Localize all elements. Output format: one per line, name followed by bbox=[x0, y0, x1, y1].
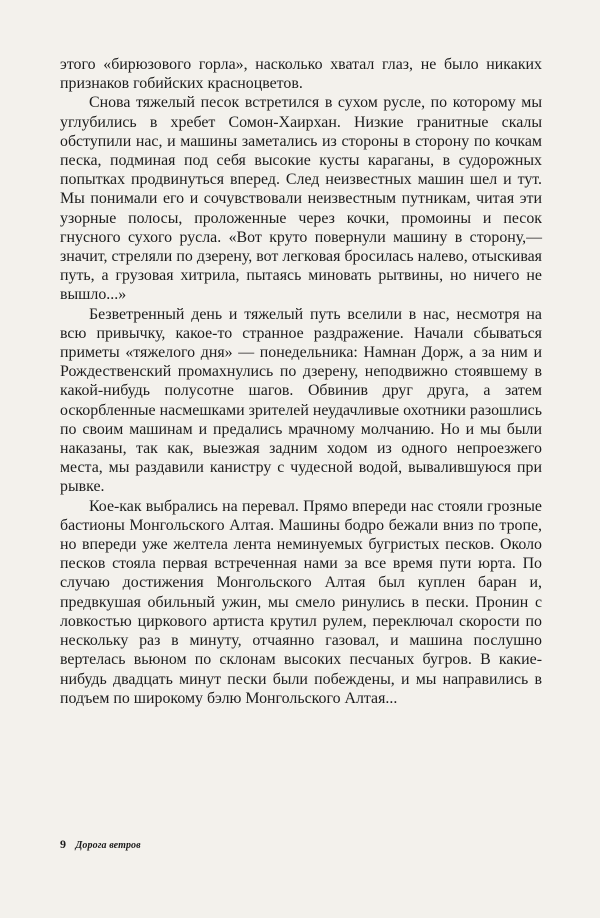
paragraph-continuation: этого «бирюзового горла», насколько хватал глаз, не было никаких признаков гобийских красноцветов. bbox=[60, 56, 542, 93]
page-footer bbox=[60, 838, 141, 852]
signature-number: 9 bbox=[60, 837, 66, 851]
signature-title: Дорога ветров bbox=[75, 840, 141, 851]
page-body bbox=[60, 55, 542, 708]
paragraph-heavy-day: Безветренный день и тяжелый путь вселили в нас, несмотря на всю привычку, какое-то странное раздражение. Начали сбываться приметы «тяжелого дня» — понедельника: Намнан Дорж, а за ним и Рождественский промахнулись по дзерену, неподвижно стоявшему в какой-нибудь полусотне шагов. Обвинив друг друга, а затем оскорбленные насмешками зрителей неудачливые охотники разошлись по своим машинам и предались мрачному молчанию. Но и мы были наказаны, так как, выезжая задним ходом из одного непроезжего места, мы раздавили канистру с чудесной водой, вывалившуюся при рывке. bbox=[60, 305, 542, 496]
paragraph-mountain-pass: Кое-как выбрались на перевал. Прямо впереди нас стояли грозные бастионы Монгольского Алтая. Машины бодро бежали вниз по тропе, но впереди уже желтела лента неминуемых бугристых песков. Около песков стояла первая встреченная нами за все время пути юрта. По случаю достижения Монгольского Алтая был куплен баран и, предвкушая обильный ужин, мы смело ринулись в пески. Пронин с ловкостью циркового артиста крутил рулем, переключал скорости по нескольку раз в минуту, отчаянно газовал, и машина послушно вертелась вьюном по склонам высоких песчаных бугров. В какие-нибудь двадцать минут пески были побеждены, и мы направились в подъем по широкому бэлю Монгольского Алтая... bbox=[60, 497, 542, 707]
paragraph-dry-riverbed: Снова тяжелый песок встретился в сухом русле, по которому мы углубились в хребет Сомон-Хаирхан. Низкие гранитные скалы обступили нас, и машины заметались из стороны в сторону по кочкам песка, подминая под себя высокие кусты караганы, в судорожных попытках продвинуться вперед. След неизвестных машин шел и тут. Мы понимали его и сочувствовали неизвестным путникам, читая эти узорные полосы, проложенные через кочки, промоины и песок гнусного сухого русла. «Вот круто повернули машину в сторону,— значит, стреляли по дзерену, вот легковая бросилась налево, отыскивая путь, а грузовая хитрила, пытаясь миновать рытвины, но ничего не вышло...» bbox=[60, 94, 542, 304]
